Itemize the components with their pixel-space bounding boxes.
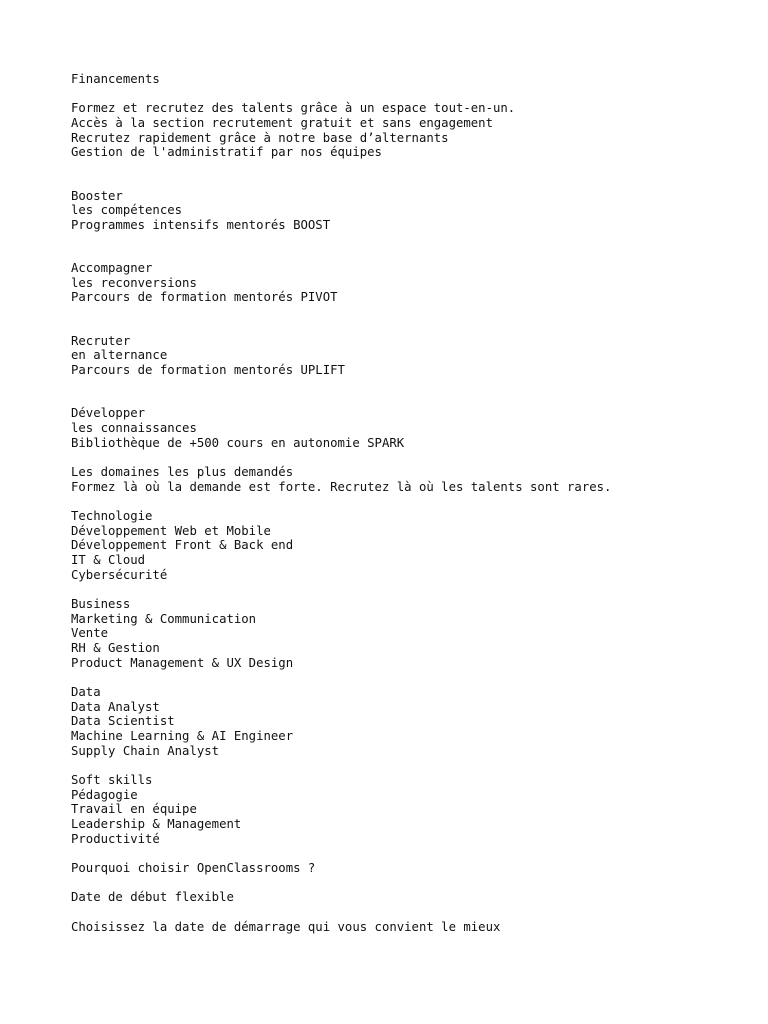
intro-point: Accès à la section recrutement gratuit et sans engagement (71, 115, 493, 130)
domain-item-link[interactable]: Marketing & Communication (71, 611, 257, 626)
offer-verb: Recruter (71, 333, 131, 348)
offer-object: les connaissances (71, 420, 197, 435)
domain-item-link[interactable]: Supply Chain Analyst (71, 743, 220, 758)
offer-object: en alternance (71, 348, 168, 363)
domain-group-title: Soft skills (71, 772, 153, 787)
offer-program-link[interactable]: Parcours de formation mentorés PIVOT (71, 290, 338, 305)
why-feature-text: Choisissez la date de démarrage qui vous convient le mieux (71, 919, 501, 934)
offer-program-link[interactable]: Bibliothèque de +500 cours en autonomie SPARK (71, 435, 405, 450)
domain-item-link[interactable]: Leadership & Management (71, 817, 242, 831)
why-feature-title: Date de début flexible (71, 890, 234, 905)
offer-program-link[interactable]: Parcours de formation mentorés UPLIFT (71, 363, 345, 378)
domain-item-link[interactable]: Pédagogie (71, 787, 138, 802)
spacer (71, 758, 751, 773)
financements-link[interactable]: Financements (71, 72, 160, 86)
spacer (71, 846, 751, 861)
offer-program-link[interactable]: Programmes intensifs mentorés BOOST (71, 217, 331, 232)
offer-verb: Booster (71, 188, 123, 203)
domains-subtitle: Formez là où la demande est forte. Recrutez là où les talents sont rares. (71, 479, 612, 494)
intro-point: Gestion de l'administratif par nos équipes (71, 145, 382, 160)
domain-item-link[interactable]: Développement Front & Back end (71, 538, 294, 553)
intro-point: Recrutez rapidement grâce à notre base d’alternants (71, 130, 449, 145)
domain-item-link[interactable]: Machine Learning & AI Engineer (71, 728, 294, 743)
domain-item-link[interactable]: IT & Cloud (71, 552, 146, 567)
spacer (71, 905, 751, 920)
domain-item-link[interactable]: Développement Web et Mobile (71, 523, 271, 538)
domain-item-link[interactable]: Data Analyst (71, 699, 160, 714)
domains-title: Les domaines les plus demandés (71, 464, 294, 479)
spacer (71, 670, 751, 685)
offer-object: les compétences (71, 203, 183, 218)
spacer (71, 494, 751, 509)
spacer (71, 87, 751, 102)
domain-item-link[interactable]: Data Scientist (71, 714, 175, 729)
domain-item-link[interactable]: Cybersécurité (71, 567, 168, 582)
domain-group-title: Business (71, 596, 131, 611)
intro-title: Formez et recrutez des talents grâce à un espace tout-en-un. (71, 101, 516, 116)
why-title: Pourquoi choisir OpenClassrooms ? (71, 860, 316, 875)
page-content (71, 72, 751, 934)
spacer (71, 233, 751, 262)
spacer (71, 450, 751, 465)
domain-group-title: Data (71, 684, 101, 699)
spacer (71, 582, 751, 597)
spacer (71, 876, 751, 891)
spacer (71, 305, 751, 334)
domain-item-link[interactable]: RH & Gestion (71, 640, 160, 655)
domain-item-link[interactable]: Vente (71, 626, 109, 641)
offer-verb: Accompagner (71, 261, 153, 276)
spacer (71, 378, 751, 407)
domain-group-title: Technologie (71, 508, 153, 523)
domain-item-link[interactable]: Productivité (71, 831, 160, 846)
domain-item-link[interactable]: Product Management & UX Design (71, 655, 294, 670)
offer-verb: Développer (71, 406, 146, 421)
spacer (71, 160, 751, 189)
domain-item-link[interactable]: Travail en équipe (71, 802, 197, 817)
offer-object: les reconversions (71, 275, 197, 290)
